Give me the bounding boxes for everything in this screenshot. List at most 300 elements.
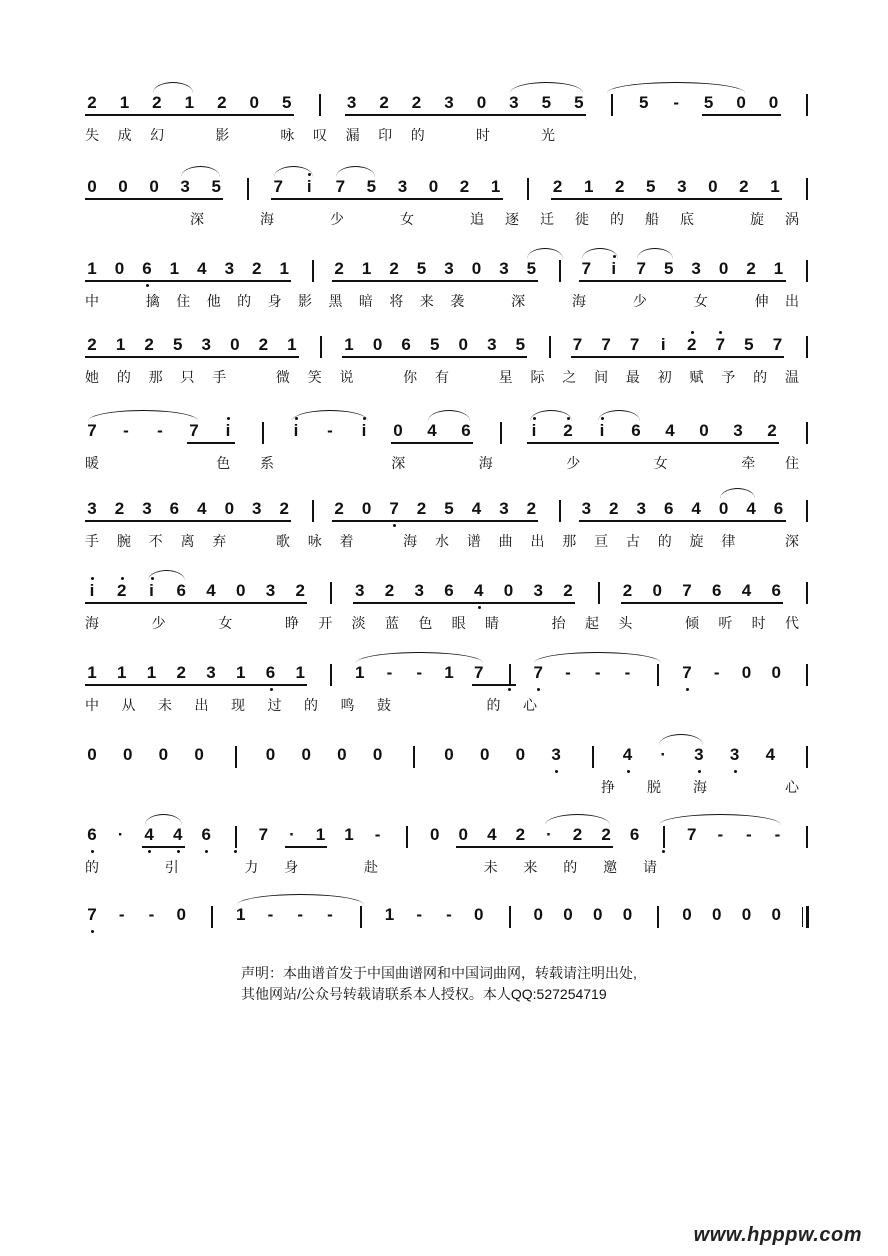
- lyric-char: 旋: [750, 211, 764, 227]
- lyric-char: 少: [566, 455, 581, 471]
- octave-down-dot: [177, 850, 180, 853]
- lyric-char: 心: [785, 779, 799, 795]
- note: 2: [515, 825, 526, 844]
- slur-tie: [510, 82, 583, 93]
- note: 0: [652, 581, 662, 600]
- note: 0: [428, 177, 439, 196]
- octave-down-dot: [91, 930, 94, 933]
- lyric-char: 从: [121, 697, 136, 713]
- note: 3: [499, 499, 509, 518]
- note: 1: [295, 663, 305, 682]
- note: 5: [541, 93, 552, 112]
- lyric-char: 倾: [685, 615, 699, 631]
- note: 2: [687, 335, 697, 354]
- lyric-char: 鼓: [377, 697, 391, 713]
- note: 1: [119, 93, 130, 112]
- lyric-char: 深: [190, 211, 204, 227]
- lyric-char: 时: [475, 127, 490, 143]
- note: ·: [117, 825, 124, 844]
- note: 0: [230, 335, 240, 354]
- lyric-char: 律: [721, 533, 736, 549]
- beam-underline: [456, 846, 613, 848]
- note: 3: [444, 259, 454, 278]
- note: 0: [114, 259, 125, 278]
- note: 7: [273, 177, 283, 196]
- note: 7: [189, 421, 199, 440]
- note: -: [374, 825, 381, 844]
- lyric-line: [0, 126, 888, 148]
- note: 6: [631, 421, 641, 440]
- lyric-char: 女: [693, 293, 708, 309]
- note: 0: [718, 259, 729, 278]
- lyric-char: 伸: [754, 293, 769, 309]
- note: -: [267, 905, 274, 924]
- lyric-char: 影: [215, 127, 230, 143]
- note: 1: [444, 663, 454, 682]
- lyric-char: 有: [435, 369, 449, 385]
- note: 6: [265, 663, 276, 682]
- note: 0: [771, 663, 781, 682]
- score-row: [0, 498, 888, 568]
- note: 4: [197, 259, 207, 278]
- barline: [247, 178, 249, 200]
- lyric-char: 咏: [307, 533, 322, 549]
- note: 0: [515, 745, 526, 764]
- slur-tie: [428, 410, 470, 421]
- lyric-line: [0, 210, 888, 232]
- note: 2: [572, 825, 583, 844]
- barline: [549, 336, 551, 358]
- score-notes: [0, 662, 888, 690]
- note: 3: [414, 581, 424, 600]
- lyric-char: 温: [785, 369, 799, 385]
- note: 7: [87, 905, 97, 924]
- score-notes: [0, 92, 888, 120]
- note: 7: [474, 663, 484, 682]
- octave-up-dot: [691, 331, 694, 334]
- lyric-char: 出: [785, 293, 799, 309]
- lyric-line: [0, 454, 888, 476]
- lyric-char: 住: [176, 293, 191, 309]
- lyric-char: 赋: [689, 369, 704, 385]
- octave-down-dot: [698, 770, 701, 773]
- note: 0: [533, 905, 543, 924]
- lyric-line: [0, 368, 888, 390]
- note: 3: [206, 663, 216, 682]
- barline: [598, 582, 600, 604]
- note: 3: [346, 93, 357, 112]
- lyric-char: 徙: [575, 211, 589, 227]
- note: 2: [609, 499, 619, 518]
- lyric-char: 深: [511, 293, 526, 309]
- beam-underline: [472, 684, 516, 686]
- note: 5: [416, 259, 427, 278]
- lyric-char: 叹: [313, 127, 327, 143]
- lyric-char: 海: [403, 533, 418, 549]
- note: 0: [149, 177, 159, 196]
- lyric-char: 不: [148, 533, 163, 549]
- note: 2: [334, 499, 344, 518]
- site-watermark: www.hpppw.com: [693, 1224, 862, 1246]
- note: 5: [515, 335, 526, 354]
- note: 2: [746, 259, 756, 278]
- lyric-char: 女: [218, 615, 233, 631]
- note: 5: [526, 259, 537, 278]
- note: 5: [646, 177, 656, 196]
- note: -: [446, 905, 452, 924]
- beam-underline: [527, 442, 779, 444]
- beam-underline: [85, 520, 291, 522]
- note: 2: [459, 177, 470, 196]
- note: 3: [691, 259, 701, 278]
- lyric-char: 睁: [285, 615, 299, 631]
- barline: [806, 422, 808, 444]
- lyric-char: 鸣: [340, 697, 355, 713]
- barline: [312, 260, 314, 282]
- note: 6: [142, 259, 152, 278]
- score-notes: [0, 824, 888, 852]
- note: 2: [622, 581, 633, 600]
- note: 4: [144, 825, 154, 844]
- note: 0: [122, 745, 133, 764]
- note: 6: [169, 499, 180, 518]
- barline: [806, 178, 808, 200]
- lyric-char: 少: [632, 293, 647, 309]
- note: 1: [87, 259, 97, 278]
- note: 0: [429, 825, 440, 844]
- score-row: [0, 176, 888, 246]
- octave-up-dot: [121, 577, 124, 580]
- note: 7: [682, 581, 692, 600]
- lyric-char: 笑: [307, 369, 322, 385]
- note: 4: [622, 745, 633, 764]
- note: -: [416, 905, 423, 924]
- note: 0: [249, 93, 259, 112]
- note: 5: [444, 499, 454, 518]
- note: 7: [601, 335, 611, 354]
- note: 3: [733, 421, 743, 440]
- note: i: [611, 259, 617, 278]
- slur-tie: [598, 410, 640, 421]
- barline: [235, 746, 237, 768]
- note: 1: [115, 335, 126, 354]
- note: 7: [581, 259, 592, 278]
- lyric-char: 黑: [328, 293, 343, 309]
- barline: [330, 582, 332, 604]
- beam-underline: [332, 520, 538, 522]
- lyric-char: 海: [693, 779, 707, 795]
- note: 2: [87, 93, 97, 112]
- barline: [559, 260, 561, 282]
- score-row: [0, 420, 888, 490]
- note: 4: [172, 825, 183, 844]
- note: 2: [217, 93, 227, 112]
- lyric-char: 他: [206, 293, 221, 309]
- note: 2: [144, 335, 154, 354]
- note: 1: [279, 259, 289, 278]
- note: 6: [176, 581, 186, 600]
- lyric-char: 那: [148, 369, 163, 385]
- beam-underline: [187, 442, 235, 444]
- lyric-char: 未: [483, 859, 498, 875]
- barline: [211, 906, 213, 928]
- note: 0: [337, 745, 347, 764]
- note: 2: [615, 177, 625, 196]
- note: 2: [526, 499, 537, 518]
- note: 7: [572, 335, 583, 354]
- note: 0: [458, 335, 468, 354]
- note: ·: [546, 825, 552, 844]
- lyric-line: [0, 532, 888, 554]
- slur-tie: [88, 410, 198, 421]
- note: 2: [416, 499, 427, 518]
- score-row: [0, 662, 888, 732]
- note: 0: [736, 93, 746, 112]
- note: -: [118, 905, 125, 924]
- note: 2: [384, 581, 395, 600]
- slur-tie: [545, 814, 610, 825]
- note: 4: [197, 499, 207, 518]
- octave-down-dot: [686, 688, 689, 691]
- lyric-line: [0, 938, 888, 960]
- lyric-char: 星: [498, 369, 513, 385]
- note: 3: [142, 499, 152, 518]
- octave-down-dot: [537, 688, 540, 691]
- note: 5: [211, 177, 221, 196]
- lyric-char: 色: [418, 615, 433, 631]
- lyric-char: 间: [594, 369, 609, 385]
- note: 3: [509, 93, 519, 112]
- note: i: [599, 421, 605, 440]
- lyric-char: 歌: [275, 533, 290, 549]
- lyric-char: 出: [194, 697, 209, 713]
- barline: [806, 582, 808, 604]
- lyric-char: 赴: [364, 859, 378, 875]
- note: 4: [765, 745, 776, 764]
- note: 3: [265, 581, 276, 600]
- octave-down-dot: [205, 850, 208, 853]
- barline: [559, 500, 561, 522]
- note: 0: [118, 177, 128, 196]
- lyric-char: 将: [389, 293, 404, 309]
- octave-down-dot: [734, 770, 737, 773]
- score-row: [0, 744, 888, 814]
- beam-underline: [85, 114, 294, 116]
- lyric-char: 咏: [280, 127, 295, 143]
- note: 2: [767, 421, 777, 440]
- note: 0: [503, 581, 514, 600]
- lyric-char: 抬: [551, 615, 566, 631]
- note: 7: [335, 177, 346, 196]
- note: 2: [739, 177, 749, 196]
- barline: [262, 422, 264, 444]
- barline: [330, 664, 332, 686]
- note: 3: [581, 499, 592, 518]
- note: 0: [393, 421, 403, 440]
- note: 0: [622, 905, 633, 924]
- beam-underline: [332, 280, 538, 282]
- lyric-char: 腕: [116, 533, 131, 549]
- lyric-char: 的: [563, 859, 578, 875]
- lyric-char: 漏: [345, 127, 360, 143]
- note: 2: [601, 825, 611, 844]
- note: 6: [461, 421, 471, 440]
- barline: [657, 906, 659, 928]
- note: 0: [708, 177, 718, 196]
- note: 0: [372, 745, 383, 764]
- note: 2: [117, 581, 127, 600]
- lyric-char: 蓝: [385, 615, 399, 631]
- beam-underline: [342, 356, 527, 358]
- barline: [592, 746, 594, 768]
- note: 0: [458, 825, 468, 844]
- note: 3: [694, 745, 704, 764]
- note: 3: [252, 499, 262, 518]
- slur-tie: [148, 570, 186, 581]
- octave-down-dot: [627, 770, 630, 773]
- note: 3: [224, 259, 235, 278]
- barline: [509, 664, 511, 686]
- lyric-char: 手: [212, 369, 227, 385]
- barline: [806, 500, 808, 522]
- note: 1: [117, 663, 127, 682]
- barline: [320, 336, 322, 358]
- note: 6: [629, 825, 640, 844]
- octave-down-dot: [234, 850, 237, 853]
- note: 4: [487, 825, 497, 844]
- octave-down-dot: [393, 524, 396, 527]
- lyric-char: 失: [85, 127, 99, 143]
- lyric-char: 暖: [85, 455, 99, 471]
- note: 5: [703, 93, 714, 112]
- lyric-char: 海: [571, 293, 586, 309]
- slur-tie: [181, 166, 220, 177]
- note: 5: [366, 177, 377, 196]
- lyric-char: 只: [180, 369, 195, 385]
- note: 1: [490, 177, 501, 196]
- note: 5: [638, 93, 649, 112]
- note: 3: [201, 335, 211, 354]
- note: 4: [206, 581, 216, 600]
- slur-tie: [534, 652, 661, 663]
- lyric-char: 开: [318, 615, 333, 631]
- lyric-char: 逐: [505, 211, 519, 227]
- lyric-char: 少: [330, 211, 344, 227]
- note: 0: [444, 745, 454, 764]
- lyric-char: 女: [653, 455, 668, 471]
- note: -: [594, 663, 601, 682]
- note: 0: [476, 93, 487, 112]
- beam-underline: [85, 684, 307, 686]
- note: 2: [379, 93, 389, 112]
- note: 1: [344, 825, 354, 844]
- note: 2: [563, 581, 573, 600]
- lyric-char: 旋: [689, 533, 704, 549]
- lyric-char: 手: [85, 533, 99, 549]
- note: 6: [663, 499, 674, 518]
- copyright-declaration: [241, 963, 701, 1005]
- note: 2: [389, 259, 399, 278]
- note: i: [149, 581, 154, 600]
- score-notes: [0, 744, 888, 772]
- lyric-char: 来: [419, 293, 434, 309]
- slur-tie: [145, 814, 182, 825]
- barline: [500, 422, 502, 444]
- note: -: [297, 905, 304, 924]
- lyric-char: 来: [523, 859, 538, 875]
- lyric-char: 住: [785, 455, 799, 471]
- note: 6: [444, 581, 454, 600]
- note: 0: [741, 663, 752, 682]
- lyric-char: 时: [751, 615, 766, 631]
- beam-underline: [621, 602, 784, 604]
- lyric-char: 睛: [485, 615, 499, 631]
- beam-underline: [85, 280, 291, 282]
- octave-down-dot: [146, 284, 149, 287]
- note: 0: [474, 905, 484, 924]
- octave-down-dot: [662, 850, 665, 853]
- note: -: [157, 421, 163, 440]
- lyric-char: 听: [718, 615, 733, 631]
- note: -: [565, 663, 571, 682]
- note: 1: [146, 663, 157, 682]
- lyric-char: 邀: [603, 859, 618, 875]
- lyric-line: [0, 614, 888, 636]
- note: ·: [289, 825, 295, 844]
- score-row: [0, 92, 888, 162]
- barline: [319, 94, 321, 116]
- barline: [406, 826, 408, 848]
- lyric-char: 未: [158, 697, 172, 713]
- lyric-char: 暗: [358, 293, 373, 309]
- note: 7: [258, 825, 269, 844]
- note: 6: [201, 825, 211, 844]
- beam-underline: [85, 602, 307, 604]
- note: 2: [87, 335, 97, 354]
- lyric-line: [0, 292, 888, 314]
- note: 0: [265, 745, 276, 764]
- note: 1: [583, 177, 594, 196]
- note: 5: [172, 335, 183, 354]
- lyric-char: 挣: [601, 779, 615, 795]
- note: 5: [429, 335, 440, 354]
- note: 0: [158, 745, 169, 764]
- lyric-char: 脱: [647, 779, 661, 795]
- lyric-char: 淡: [351, 615, 366, 631]
- lyric-char: 予: [721, 369, 736, 385]
- note: 6: [87, 825, 97, 844]
- lyric-char: 光: [541, 127, 555, 143]
- note: -: [327, 421, 333, 440]
- lyric-char: 的: [237, 293, 252, 309]
- lyric-char: 中: [85, 293, 99, 309]
- note: i: [293, 421, 299, 440]
- slur-tie: [607, 82, 745, 93]
- beam-underline: [85, 356, 299, 358]
- note: 5: [744, 335, 754, 354]
- slur-tie: [527, 248, 562, 259]
- note: 1: [770, 177, 780, 196]
- lyric-char: 微: [275, 369, 290, 385]
- slur-tie: [237, 894, 364, 905]
- note: 0: [301, 745, 311, 764]
- lyric-char: 色: [216, 455, 231, 471]
- note: 4: [746, 499, 756, 518]
- lyric-char: 过: [267, 697, 282, 713]
- note: 5: [663, 259, 674, 278]
- final-barline: [806, 906, 809, 928]
- note: 4: [474, 581, 484, 600]
